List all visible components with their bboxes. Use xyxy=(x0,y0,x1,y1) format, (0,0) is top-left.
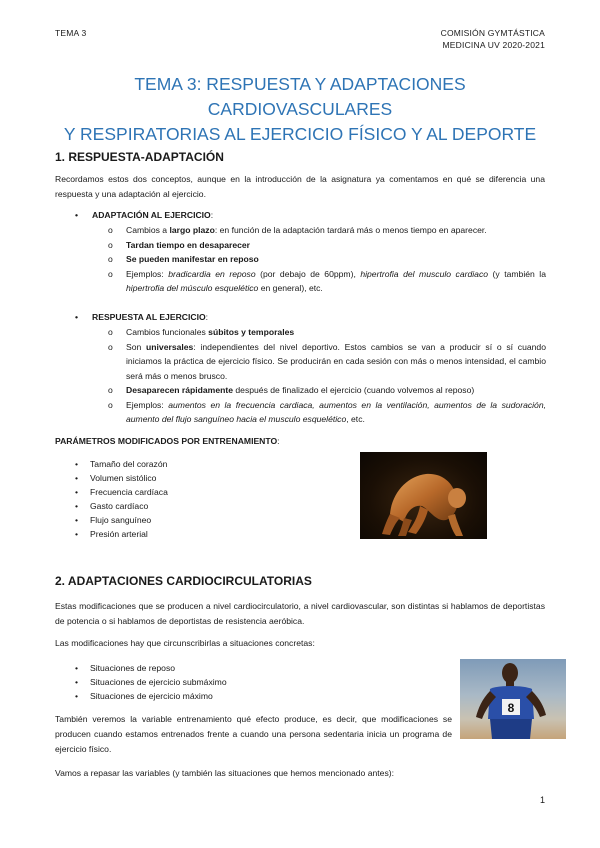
crouching-athlete-illustration xyxy=(360,452,487,539)
title-line-2: Y RESPIRATORIAS AL EJERCICIO FÍSICO Y AL DEPORTE xyxy=(63,124,537,144)
document-title xyxy=(40,72,560,147)
section-2-paragraph-1: Estas modificaciones que se producen a nivel cardiocirculatorio, a nivel cardiovascular, son distintas si hablamos de deportistas de potencia o si hablamos de deportistas de resistencia aeróbica. xyxy=(55,601,545,626)
list-item: • Situaciones de reposo xyxy=(75,663,176,673)
list-item: • Situaciones de ejercicio máximo xyxy=(75,691,213,701)
list-item: o Desaparecen rápidamente después de finalizado el ejercicio (cuando volvemos al reposo) xyxy=(108,385,475,395)
list-item: o Cambios funcionales súbitos y temporales xyxy=(108,327,295,337)
section-1-heading: 1. RESPUESTA-ADAPTACIÓN xyxy=(55,150,224,164)
section-2-paragraph-4: Vamos a repasar las variables (y también las situaciones que hemos mencionado antes): xyxy=(55,768,394,778)
situaciones-list xyxy=(75,661,227,703)
list-item: • Gasto cardíaco xyxy=(75,501,149,511)
title-line-1: TEMA 3: RESPUESTA Y ADAPTACIONES CARDIOVASCULARES xyxy=(134,74,466,119)
sprinter-image xyxy=(460,659,566,739)
list-item: o Se pueden manifestar en reposo xyxy=(108,254,259,264)
respuesta-label: RESPUESTA AL EJERCICIO xyxy=(92,312,206,322)
list-item: • Presión arterial xyxy=(75,529,148,539)
section-1-intro: Recordamos estos dos conceptos, aunque en la introducción de la asignatura ya comentamos en qué se diferencia una respuesta y una adaptación al ejercicio. xyxy=(55,174,545,199)
header-topic: TEMA 3 xyxy=(55,28,87,38)
adaptacion-list xyxy=(108,223,546,296)
parametros-list xyxy=(75,457,168,541)
list-item: • Flujo sanguíneo xyxy=(75,515,152,525)
list-item: o Son universales: independientes del nivel deportivo. Estos cambios se van a producir sí o sí cuando iniciamos la práctica de ejercicio físico. Se producirán en cada sesión con más o menos intensidad, el cambio será más o menos brusco. xyxy=(108,341,546,381)
list-item: o Ejemplos: aumentos en la frecuencia cardiaca, aumentos en la ventilación, aumentos de la sudoración, aumento del flujo sanguíneo hacia el musculo esquelético, etc. xyxy=(108,399,547,424)
section-2-heading: 2. ADAPTACIONES CARDIOCIRCULATORIAS xyxy=(55,574,312,588)
header-commission: COMISIÓN GYMTÁSTICA xyxy=(440,28,545,38)
section-2-paragraph-2: Las modificaciones hay que circunscribirlas a situaciones concretas: xyxy=(55,638,315,648)
header-info xyxy=(441,27,545,51)
list-item: • Frecuencia cardíaca xyxy=(75,487,168,497)
crouching-athlete-image xyxy=(360,452,487,539)
list-item: o Tardan tiempo en desaparecer xyxy=(108,239,251,250)
sprinter-illustration xyxy=(460,659,566,739)
respuesta-list xyxy=(108,325,546,427)
list-item: • Tamaño del corazón xyxy=(75,459,168,469)
list-item: • Situaciones de ejercicio submáximo xyxy=(75,677,227,687)
bib-number: 8 xyxy=(507,701,515,715)
page-number: 1 xyxy=(539,795,545,805)
list-item: o Cambios a largo plazo: en función de la adaptación tardará más o menos tiempo en aparecer. xyxy=(108,225,487,235)
list-item: • Volumen sistólico xyxy=(75,473,157,483)
list-item: o Ejemplos: bradicardia en reposo (por debajo de 60ppm), hipertrofia del musculo cardiaco (y también la hipertrofia del músculo esquelético en general), etc. xyxy=(108,268,546,293)
adaptacion-label: ADAPTACIÓN AL EJERCICIO xyxy=(92,210,211,220)
header-course: MEDICINA UV 2020-2021 xyxy=(442,40,545,50)
parametros-heading: PARÁMETROS MODIFICADOS POR ENTRENAMIENTO: xyxy=(55,436,280,446)
section-2-paragraph-3: También veremos la variable entrenamiento qué efecto produce, es decir, que modificaciones se producen cuando estamos entrenados frente a cuando una persona sedentaria inicia un programa de ejercicio físico. xyxy=(55,714,452,754)
